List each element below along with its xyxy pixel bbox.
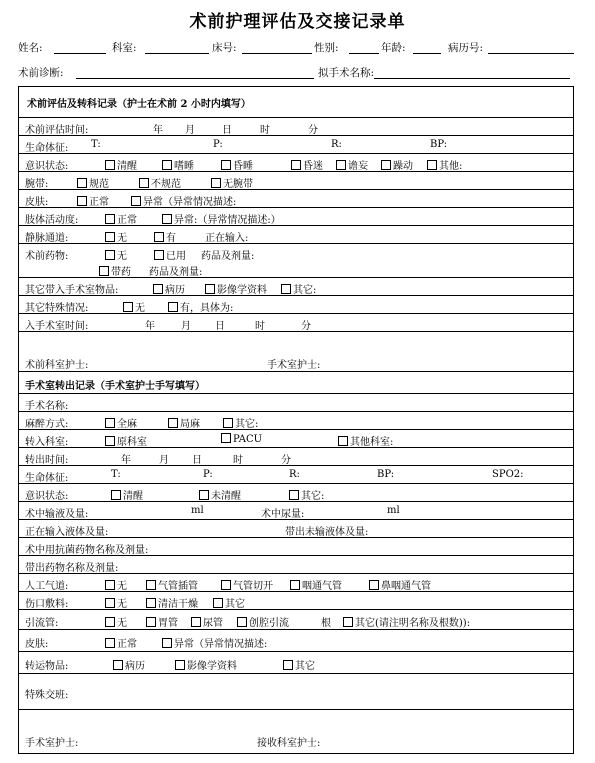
checkbox-wound-other[interactable]: 其它 bbox=[213, 595, 245, 610]
name-label: 姓名: bbox=[18, 42, 43, 54]
enter-day: 日 bbox=[215, 321, 225, 332]
eval-minute: 分 bbox=[308, 125, 318, 136]
surgery-field[interactable] bbox=[374, 65, 570, 79]
dept-field[interactable] bbox=[145, 40, 209, 54]
airway-label: 人工气道: bbox=[25, 581, 69, 592]
checkbox-airway-none[interactable]: 无 bbox=[105, 577, 127, 592]
eval-year: 年 bbox=[153, 125, 163, 136]
bed-field[interactable] bbox=[242, 40, 312, 54]
out-minute: 分 bbox=[281, 455, 291, 466]
record-label: 病历号: bbox=[448, 42, 484, 54]
anesthesia-row bbox=[19, 411, 573, 429]
checkbox-ti-imaging[interactable]: 影像学资料 bbox=[175, 657, 237, 672]
checkbox-iv-yes[interactable]: 有 bbox=[154, 229, 176, 244]
skin-row bbox=[19, 189, 573, 207]
urine-unit: ml bbox=[387, 505, 400, 516]
consciousness-label: 意识状态: bbox=[25, 161, 69, 172]
surgery-name-row bbox=[19, 393, 573, 411]
items-label: 其它带入手术室物品: bbox=[25, 285, 119, 296]
surgery-label: 拟手术名称: bbox=[318, 67, 375, 79]
drainage-label: 引流管: bbox=[25, 618, 59, 629]
wristband-row bbox=[19, 171, 573, 189]
anesthesia-label: 麻醉方式: bbox=[25, 419, 69, 430]
checkbox-drain-other[interactable]: 其它(请注明名称及根数)): bbox=[343, 614, 470, 629]
checkbox-consc-other[interactable]: 其它: bbox=[289, 487, 324, 502]
or-nurse-sign: 手术室护士: bbox=[267, 360, 321, 371]
vitals2-label: 生命体征: bbox=[25, 473, 69, 484]
patient-info-row bbox=[18, 40, 578, 56]
checkbox-local[interactable]: 局麻 bbox=[168, 415, 200, 430]
vitals2-r: R: bbox=[289, 469, 300, 480]
checkbox-not-alert[interactable]: 未清醒 bbox=[199, 487, 241, 502]
vitals2-bp: BP: bbox=[377, 469, 395, 480]
vitals2-p: P: bbox=[203, 469, 213, 480]
checkbox-gastric[interactable]: 胃管 bbox=[146, 614, 178, 629]
eval-hour: 时 bbox=[260, 125, 270, 136]
checkbox-skin-abnormal[interactable]: 异常（异常情况描述: bbox=[131, 193, 236, 208]
mobility-row bbox=[19, 207, 573, 225]
consciousness-row bbox=[19, 153, 573, 171]
drainage-row bbox=[19, 609, 573, 629]
transfer-dept-row bbox=[19, 429, 573, 447]
age-field[interactable] bbox=[413, 40, 441, 54]
wound-row bbox=[19, 591, 573, 609]
eval-month: 月 bbox=[185, 125, 195, 136]
checkbox-meds-none[interactable]: 无 bbox=[105, 247, 127, 262]
checkbox-ti-other[interactable]: 其它 bbox=[283, 657, 315, 672]
antibiotics-label: 术中用抗菌药物名称及剂量: bbox=[25, 545, 149, 556]
checkbox-intubation[interactable]: 气管插管 bbox=[146, 577, 198, 592]
surgery-name-label: 手术名称: bbox=[25, 401, 69, 412]
checkbox-drowsy[interactable]: 嗜睡 bbox=[162, 157, 194, 172]
skin-label: 皮肤: bbox=[25, 197, 49, 208]
checkbox-coma[interactable]: 昏迷 bbox=[291, 157, 323, 172]
airway-row bbox=[19, 573, 573, 591]
checkbox-stupor[interactable]: 昏睡 bbox=[221, 157, 253, 172]
ward-nurse-sign: 术前科室护士: bbox=[25, 360, 89, 371]
checkbox-alert[interactable]: 清醒 bbox=[105, 157, 137, 172]
meds-label: 术前药物: bbox=[25, 251, 69, 262]
carry-meds-row bbox=[19, 555, 573, 573]
special-label: 其它特殊情况: bbox=[25, 303, 89, 314]
iv-infusing-label: 正在输入: bbox=[205, 233, 249, 244]
record-form bbox=[18, 86, 574, 754]
fluid-label: 术中输液及量: bbox=[25, 509, 89, 520]
sex-field[interactable] bbox=[349, 40, 379, 54]
signature-row-2 bbox=[19, 709, 573, 753]
out-time-label: 转出时间: bbox=[25, 455, 69, 466]
drainage-unit: 根 bbox=[321, 618, 331, 629]
enter-time-row bbox=[19, 313, 573, 331]
checkbox-oral-airway[interactable]: 咽通气管 bbox=[290, 577, 342, 592]
signature-row-1 bbox=[19, 331, 573, 371]
out-day: 日 bbox=[192, 455, 202, 466]
bed-label: 床号: bbox=[212, 42, 237, 54]
skin2-label: 皮肤: bbox=[25, 639, 49, 650]
eval-time-label: 术前评估时间: bbox=[25, 125, 89, 136]
checkbox-wound-drain[interactable]: 创腔引流 bbox=[237, 614, 289, 629]
section2-heading-row bbox=[19, 371, 573, 393]
vitals2-row bbox=[19, 465, 573, 483]
page-title: 术前护理评估及交接记录单 bbox=[189, 12, 406, 32]
eval-day: 日 bbox=[222, 125, 232, 136]
enter-time-label: 入手术室时间: bbox=[25, 321, 89, 332]
handover-label: 特殊交班: bbox=[25, 690, 69, 701]
consciousness2-row bbox=[19, 483, 573, 501]
infusing-label: 正在输入液体及量: bbox=[25, 527, 109, 538]
checkbox-special-none[interactable]: 无 bbox=[123, 299, 145, 314]
vitals-p: P: bbox=[213, 139, 223, 150]
checkbox-urinary[interactable]: 尿管 bbox=[191, 614, 223, 629]
diagnosis-field[interactable] bbox=[76, 65, 314, 79]
vitals-bp: BP: bbox=[430, 139, 448, 150]
checkbox-meds-used[interactable]: 已用 bbox=[154, 247, 186, 262]
vitals-r: R: bbox=[331, 139, 342, 150]
diagnosis-row bbox=[18, 65, 578, 81]
transfer-dept-label: 转入科室: bbox=[25, 437, 69, 448]
enter-month: 月 bbox=[181, 321, 191, 332]
checkbox-mobility-normal[interactable]: 正常 bbox=[105, 211, 137, 226]
out-month: 月 bbox=[159, 455, 169, 466]
checkbox-agitated[interactable]: 躁动 bbox=[381, 157, 413, 172]
checkbox-wound-clean[interactable]: 清洁干燥 bbox=[146, 595, 198, 610]
section2-heading: 手术室转出记录（手术室护士手写填写） bbox=[25, 381, 205, 392]
transfer-items-label: 转运物品: bbox=[25, 661, 69, 672]
section1-heading-row bbox=[19, 87, 573, 114]
transfer-items-row bbox=[19, 651, 573, 673]
checkbox-mobility-abnormal[interactable]: 异常:（异常情况描述:） bbox=[162, 211, 281, 226]
diagnosis-label: 术前诊断: bbox=[18, 67, 64, 79]
out-year: 年 bbox=[121, 455, 131, 466]
meds-dose-label: 药品及剂量: bbox=[201, 251, 255, 262]
vitals-label: 生命体征: bbox=[25, 143, 69, 154]
checkbox-tracheotomy[interactable]: 气管切开 bbox=[221, 577, 273, 592]
mobility-label: 肢体活动度: bbox=[25, 215, 79, 226]
age-label: 年龄: bbox=[381, 42, 406, 54]
skin2-row bbox=[19, 629, 573, 651]
consciousness2-label: 意识状态: bbox=[25, 491, 69, 502]
out-hour: 时 bbox=[233, 455, 243, 466]
checkbox-other-dept[interactable]: 其他科室: bbox=[338, 433, 393, 448]
checkbox-skin2-normal[interactable]: 正常 bbox=[105, 635, 137, 650]
vitals-t: T: bbox=[91, 139, 101, 150]
enter-minute: 分 bbox=[301, 321, 311, 332]
checkbox-wristband-ok[interactable]: 规范 bbox=[77, 175, 109, 190]
urine-label: 术中尿量: bbox=[261, 509, 305, 520]
enter-hour: 时 bbox=[255, 321, 265, 332]
checkbox-iv-none[interactable]: 无 bbox=[105, 229, 127, 244]
infusing-row bbox=[19, 519, 573, 537]
vitals2-t: T: bbox=[111, 469, 121, 480]
checkbox-ti-record[interactable]: 病历 bbox=[113, 657, 145, 672]
carry-meds-label: 带出药物名称及剂量: bbox=[25, 563, 119, 574]
dept-label: 科室: bbox=[112, 42, 137, 54]
vitals-row bbox=[19, 135, 573, 153]
handover-row bbox=[19, 673, 573, 709]
checkbox-skin2-abnormal[interactable]: 异常（异常情况描述: bbox=[162, 635, 267, 650]
section1-heading: 术前评估及转科记录（护士在术前 2 小时内填写） bbox=[27, 99, 251, 110]
checkbox-items-imaging[interactable]: 影像学资料 bbox=[205, 281, 267, 296]
checkbox-pacu[interactable]: PACU bbox=[221, 433, 262, 445]
checkbox-wound-none[interactable]: 无 bbox=[105, 595, 127, 610]
antibiotics-row bbox=[19, 537, 573, 555]
eval-time-row bbox=[19, 117, 573, 135]
meds-carry-dose-label: 药品及剂量: bbox=[149, 267, 203, 278]
checkbox-delirium[interactable]: 谵妄 bbox=[336, 157, 368, 172]
checkbox-items-record[interactable]: 病历 bbox=[153, 281, 185, 296]
fluid-unit: ml bbox=[191, 505, 204, 516]
iv-label: 静脉通道: bbox=[25, 233, 69, 244]
checkbox-general[interactable]: 全麻 bbox=[105, 415, 137, 430]
receiving-nurse-sign: 接收科室护士: bbox=[257, 738, 321, 749]
sex-label: 性别: bbox=[314, 42, 339, 54]
iv-row bbox=[19, 225, 573, 243]
fluid-row bbox=[19, 501, 573, 519]
checkbox-items-other[interactable]: 其它: bbox=[281, 281, 316, 296]
meds-row bbox=[19, 243, 573, 277]
checkbox-drain-none[interactable]: 无 bbox=[105, 614, 127, 629]
checkbox-meds-carry[interactable]: 带药 bbox=[99, 263, 131, 278]
vitals2-spo2: SPO2: bbox=[492, 469, 524, 480]
special-row bbox=[19, 295, 573, 313]
checkbox-other[interactable]: 其他: bbox=[427, 157, 462, 172]
record-field[interactable] bbox=[488, 40, 574, 54]
checkbox-special-yes[interactable]: 有，具体为: bbox=[168, 299, 233, 314]
enter-year: 年 bbox=[145, 321, 155, 332]
carry-fluid-label: 带出未输液体及量: bbox=[285, 527, 369, 538]
items-row bbox=[19, 277, 573, 295]
wristband-label: 腕带: bbox=[25, 179, 49, 190]
wound-label: 伤口敷料: bbox=[25, 599, 69, 610]
out-time-row bbox=[19, 447, 573, 465]
or-nurse-sign-2: 手术室护士: bbox=[25, 738, 79, 749]
checkbox-orig-dept[interactable]: 原科室 bbox=[105, 433, 147, 448]
checkbox-wristband-none[interactable]: 无腕带 bbox=[211, 175, 253, 190]
checkbox-wristband-bad[interactable]: 不规范 bbox=[139, 175, 181, 190]
name-field[interactable] bbox=[54, 40, 106, 54]
checkbox-nasal-airway[interactable]: 鼻咽通气管 bbox=[369, 577, 431, 592]
checkbox-skin-normal[interactable]: 正常 bbox=[77, 193, 109, 208]
checkbox-alert2[interactable]: 清醒 bbox=[111, 487, 143, 502]
checkbox-anes-other[interactable]: 其它: bbox=[223, 415, 258, 430]
